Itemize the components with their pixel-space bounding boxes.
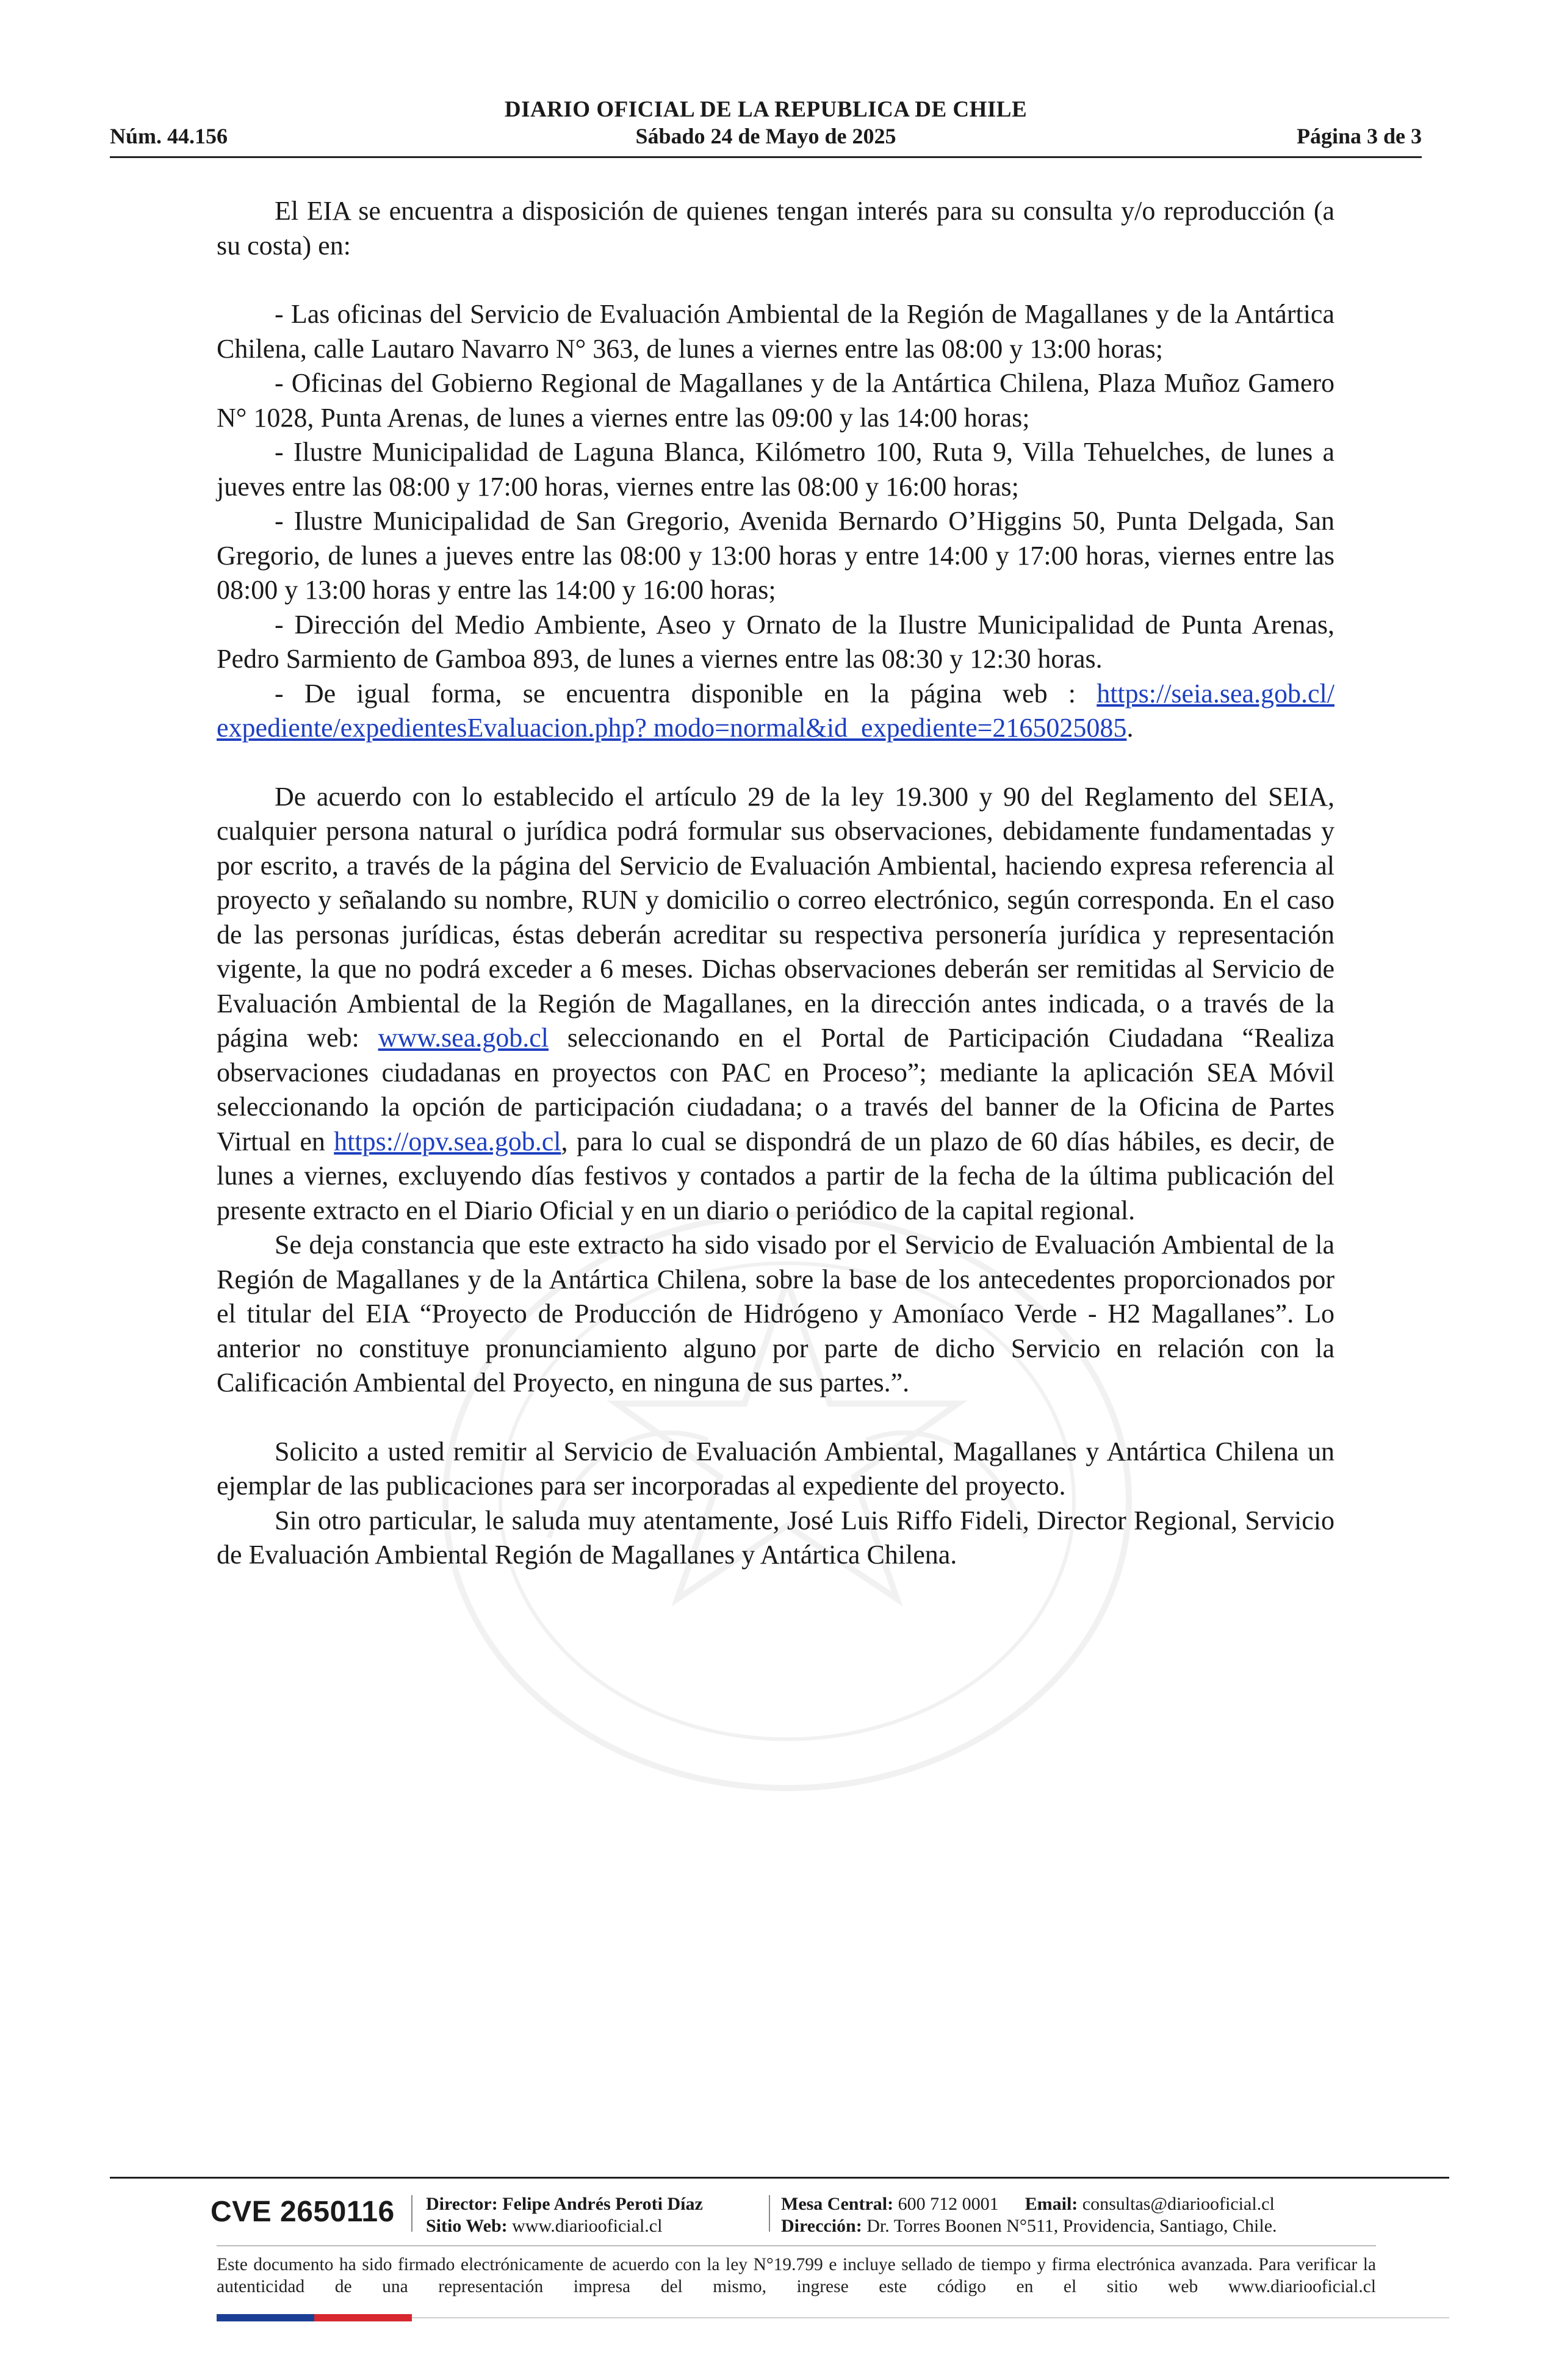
observations-text: De acuerdo con lo establecido el artículo 29 de la ley 19.300 y 90 del Reglamento del SEIA, cualquier persona natural o jurídica podrá formular sus observaciones, debidamente fundamentadas y por escrito, a través de la página del Servicio de Evaluación Ambiental, haciendo expresa referencia al proyecto y señalando su nombre, RUN y domicilio o correo electrónico, según corresponda. En el caso de las personas jurídicas, éstas deberán acreditar su respectiva personería jurídica y representación vigente, la que no podrá exceder a 6 meses. Dichas observaciones deberán ser remitidas al Servicio de Evaluación Ambiental de la Región de Magallanes, en la dirección antes indicada, o a través de la página web: [217, 781, 1334, 1053]
address-label: Dirección: [781, 2216, 862, 2236]
address-value: Dr. Torres Boonen N°511, Providencia, Santiago, Chile. [866, 2216, 1277, 2236]
observations-text-2: seleccionando en el Portal de Participación Ciudadana “Realiza observaciones ciudadanas en proyectos con PAC en Proceso”; mediante la aplicación SEA Móvil seleccionando la opción de participación ciudadana; o a través del banner de la Oficina de Partes Virtual en [217, 1023, 1334, 1156]
issue-date: Sábado 24 de Mayo de 2025 [635, 124, 896, 148]
footer-divider [217, 2245, 1376, 2246]
director-label: Director: [426, 2194, 498, 2214]
page-footer [110, 2177, 1449, 2323]
website-value: www.diariooficial.cl [512, 2216, 663, 2236]
location-item: - Dirección del Medio Ambiente, Aseo y Ornato de la Ilustre Municipalidad de Punta Arenas, Pedro Sarmiento de Gamboa 893, de lunes a viernes entre las 08:30 y 12:30 horas. [217, 609, 1334, 674]
mesa-value: 600 712 0001 [898, 2194, 999, 2214]
footer-divider [110, 2177, 1449, 2179]
director-name: Felipe Andrés Peroti Díaz [502, 2194, 703, 2214]
mesa-label: Mesa Central: [781, 2194, 894, 2214]
email-label: Email: [1025, 2194, 1078, 2214]
location-item: - Las oficinas del Servicio de Evaluación Ambiental de la Región de Magallanes y de la Antártica Chilena, calle Lautaro Navarro N° 363, de lunes a viernes entre las 08:00 y 13:00 horas; [217, 299, 1334, 364]
website-label: Sitio Web: [426, 2216, 508, 2236]
flag-stripe-blue [217, 2314, 314, 2321]
location-item: - Ilustre Municipalidad de Laguna Blanca, Kilómetro 100, Ruta 9, Villa Tehuelches, de lunes a jueves entre las 08:00 y 17:00 horas, viernes entre las 08:00 y 16:00 horas; [217, 437, 1334, 502]
signature-note: Este documento ha sido firmado electrónicamente de acuerdo con la ley N°19.799 e incluye sellado de tiempo y firma electrónica avanzada. Para verificar la autenticidad de una representación impresa del mismo, ingrese este código en el sitio web www.diariooficial.cl [217, 2255, 1376, 2296]
seia-expediente-link[interactable]: https://seia.sea.gob.cl/ expediente/expedientesEvaluacion.php? modo=normal&id_expediente=2165025085 [217, 678, 1334, 743]
footer-divider [412, 2317, 1449, 2318]
newspaper-title: DIARIO OFICIAL DE LA REPUBLICA DE CHILE [504, 97, 1028, 122]
document-body [217, 194, 1334, 1573]
issue-number: Núm. 44.156 [110, 124, 228, 148]
web-text: - De igual forma, se encuentra disponible en la página web : [275, 678, 1097, 709]
address-line [781, 2216, 1277, 2237]
paragraph-observations [217, 780, 1334, 1228]
web-suffix: . [1126, 713, 1134, 743]
sea-website-link[interactable]: www.sea.gob.cl [378, 1023, 549, 1053]
paragraph-request: Solicito a usted remitir al Servicio de Evaluación Ambiental, Magallanes y Antártica Chilena un ejemplar de las publicaciones para ser incorporadas al expediente del proyecto. [217, 1436, 1334, 1501]
location-item: - Oficinas del Gobierno Regional de Magallanes y de la Antártica Chilena, Plaza Muñoz Gamero N° 1028, Punta Arenas, de lunes a viernes entre las 09:00 y las 14:00 horas; [217, 368, 1334, 433]
page-header [110, 92, 1422, 159]
paragraph-closing: Sin otro particular, le saluda muy atentamente, José Luis Riffo Fideli, Director Regional, Servicio de Evaluación Ambiental Región de Magallanes y Antártica Chilena. [217, 1505, 1334, 1570]
footer-separator [411, 2195, 412, 2232]
cve-code: CVE 2650116 [211, 2196, 395, 2228]
location-item: - Ilustre Municipalidad de San Gregorio, Avenida Bernardo O’Higgins 50, Punta Delgada, San Gregorio, de lunes a jueves entre las 08:00 y 13:00 horas y entre 14:00 y 17:00 horas, viernes entre las 08:00 y 13:00 horas y entre las 14:00 y 16:00 horas; [217, 506, 1334, 605]
email-value: consultas@diariooficial.cl [1082, 2194, 1275, 2214]
observations-text-3: , para lo cual se dispondrá de un plazo de 60 días hábiles, es decir, de lunes a viernes, excluyendo días festivos y contados a partir de la fecha de la última publicación del presente extracto en el Diario Oficial y en un diario o periódico de la capital regional. [217, 1126, 1334, 1225]
header-divider [110, 156, 1422, 158]
page-indicator: Página 3 de 3 [1296, 124, 1422, 148]
website-line [426, 2216, 662, 2237]
paragraph-availability: El EIA se encuentra a disposición de quienes tengan interés para su consulta y/o reproducción (a su costa) en: [217, 196, 1334, 261]
paragraph-certification: Se deja constancia que este extracto ha sido visado por el Servicio de Evaluación Ambiental de la Región de Magallanes y de la Antártica Chilena, sobre la base de los antecedentes proporcionados por el titular del EIA “Proyecto de Producción de Hidrógeno y Amoníaco Verde - H2 Magallanes”. Lo anterior no constituye pronunciamiento alguno por parte de dicho Servicio en relación con la Calificación Ambiental del Proyecto, en ninguna de sus partes.”. [217, 1230, 1334, 1397]
location-item-web [217, 677, 1334, 746]
flag-stripe-red [314, 2314, 412, 2321]
contact-line [781, 2194, 1275, 2215]
director-line [426, 2194, 703, 2215]
footer-separator [769, 2195, 770, 2232]
opv-link[interactable]: https://opv.sea.gob.cl [334, 1126, 561, 1156]
